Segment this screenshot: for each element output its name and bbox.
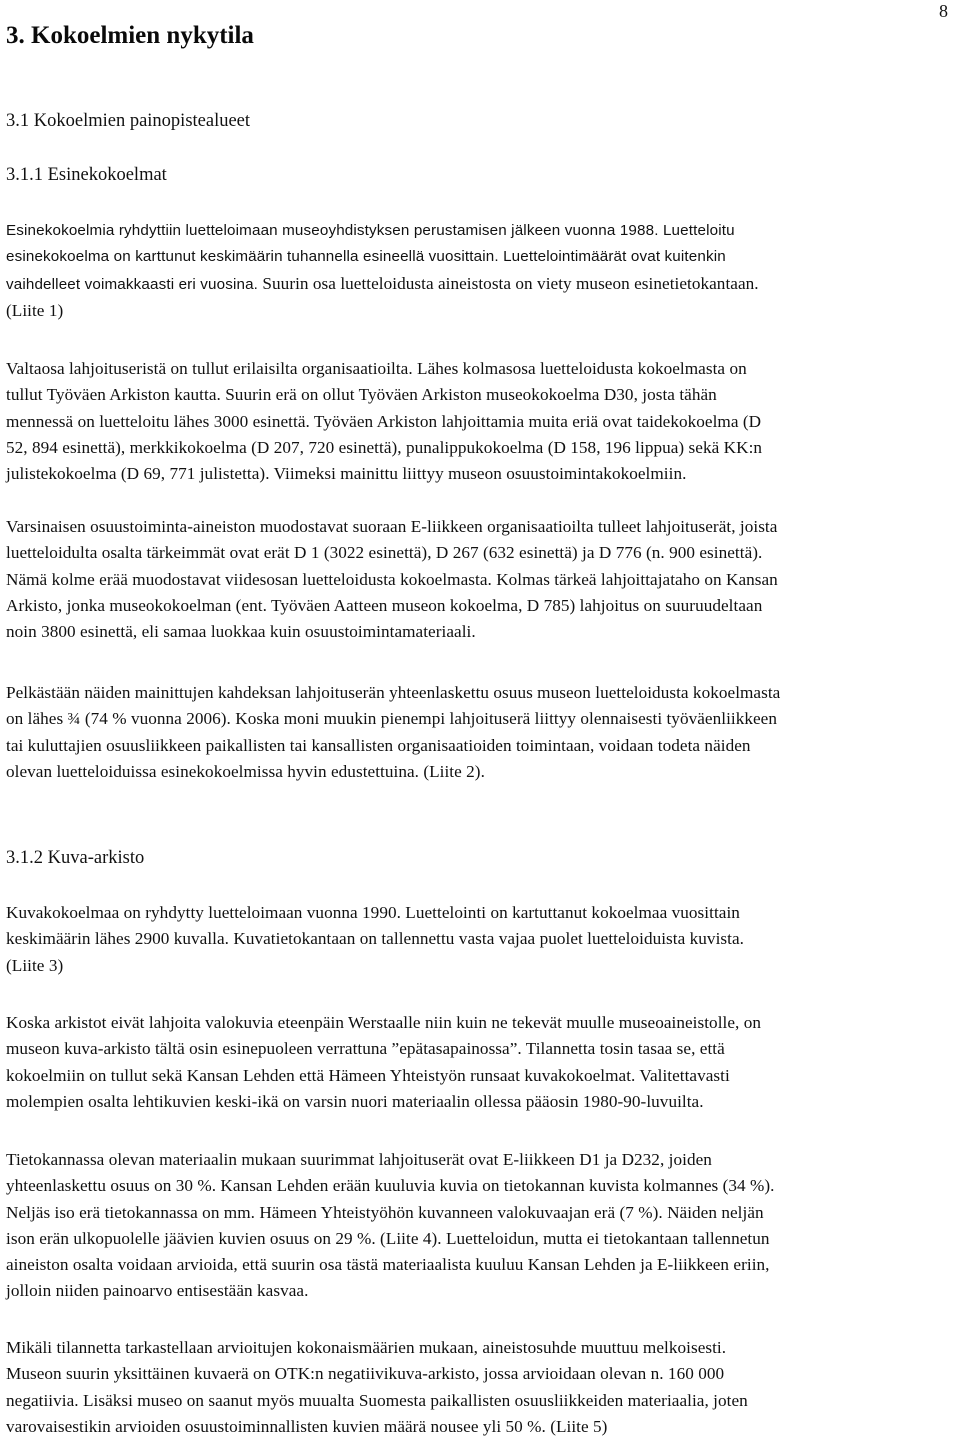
paragraph bbox=[6, 680, 956, 785]
paragraph bbox=[6, 1147, 956, 1305]
paragraph-line: jolloin niiden painoarvo entisestään kasvaa. bbox=[6, 1281, 309, 1301]
paragraph-line: on lähes ¾ (74 % vuonna 2006). Koska moni muukin pienempi lahjoituserä liittyy olennaisesti työväenliikkeen bbox=[6, 709, 778, 729]
paragraph-line: Pelkästään näiden mainittujen kahdeksan lahjoituserän yhteenlaskettu osuus museon luetteloidusta kokoelmasta bbox=[6, 683, 781, 702]
paragraph-line: Neljäs iso erä tietokannassa on mm. Hämeen Yhteistyöhön kuvanneen valokuvaajan erä (7 %). Näiden neljän bbox=[6, 1202, 764, 1222]
page-number: 8 bbox=[939, 1, 948, 21]
paragraph bbox=[6, 218, 956, 324]
paragraph-line: 52, 894 esinettä), merkkikokoelma (D 207, 720 esinettä), punalippukokoelma (D 158, 196 lippua) sekä KK:n bbox=[6, 437, 763, 457]
section-title: 3.1 Kokoelmien painopistealueet bbox=[6, 111, 251, 131]
paragraph-line: Arkisto, jonka museokokoelman (ent. Työväen Aatteen museon kokoelma, D 785) lahjoitus on suuruudeltaan bbox=[6, 595, 763, 615]
chapter-title: 3. Kokoelmien nykytila bbox=[6, 22, 254, 49]
paragraph-line: Tietokannassa olevan materiaalin mukaan suurimmat lahjoituserät ovat E-liikkeen D1 ja D232, joiden bbox=[6, 1150, 712, 1169]
paragraph-line: tai kuluttajien osuusliikkeen paikallisten tai kansallisten organisaatioiden toimintaan, voidaan todeta näiden bbox=[6, 735, 751, 755]
paragraph-line: yhteenlaskettu osuus on 30 %. Kansan Lehden erään kuuluvia kuvia on tietokannan kuvista kolmannes (34 %). bbox=[6, 1176, 775, 1196]
paragraph bbox=[6, 1335, 956, 1440]
paragraph bbox=[6, 514, 956, 645]
paragraph-line: julistekokoelma (D 69, 771 julistetta). Viimeksi mainittu liittyy museon osuustoimintakokoelmiin. bbox=[6, 464, 687, 484]
paragraph-line: esinekokoelma on karttunut keskimäärin tuhannella esineellä vuosittain. Luettelointimäärät ovat kuitenkin bbox=[6, 248, 726, 266]
paragraph-line: varovaisestikin arvioiden osuustoiminnallisten kuvien määrä nousee yli 50 %. (Liite 5) bbox=[6, 1416, 608, 1436]
paragraph bbox=[6, 356, 956, 487]
paragraph-line: tullut Työväen Arkiston kautta. Suurin erä on ollut Työväen Arkiston museokokoelma D30, josta tähän bbox=[6, 385, 717, 405]
paragraph-line: Koska arkistot eivät lahjoita valokuvia eteenpäin Werstaalle niin kuin ne tekevät muulle museoaineistolle, on bbox=[6, 1013, 762, 1032]
paragraph-line: Museon suurin yksittäinen kuvaerä on OTK:n negatiivikuva-arkisto, jossa arvioidaan olevan n. 160 000 bbox=[6, 1364, 725, 1384]
paragraph-line: Varsinaisen osuustoiminta-aineiston muodostavat suoraan E-liikkeen organisaatioilta tulleet lahjoituserät, joista bbox=[6, 517, 778, 536]
paragraph-line: (Liite 1) bbox=[6, 300, 64, 320]
paragraph-line: Nämä kolme erää muodostavat viidesosan luetteloidusta kokoelmasta. Kolmas tärkeä lahjoittajataho on Kansan bbox=[6, 569, 778, 589]
paragraph-line: keskimäärin lähes 2900 kuvalla. Kuvatietokantaan on tallennettu vasta vajaa puolet luetteloiduista kuvista. bbox=[6, 929, 744, 949]
paragraph-line: Esinekokoelmia ryhdyttiin luetteloimaan museoyhdistyksen perustamisen jälkeen vuonna 1988. Luetteloitu bbox=[6, 222, 735, 239]
subsection-title-kuva-arkisto: 3.1.2 Kuva-arkisto bbox=[6, 848, 145, 868]
paragraph-line: mennessä on luetteloitu lähes 3000 esinettä. Työväen Arkiston lahjoittamia muita eriä ovat taidekokoelma (D bbox=[6, 411, 762, 431]
paragraph-line: aineiston osalta voidaan arvioida, että suurin osa tästä materiaalista kuuluu Kansan Lehden ja E-liikkeen eriin, bbox=[6, 1255, 770, 1275]
paragraph-line: noin 3800 esinettä, eli samaa luokkaa kuin osuustoimintamateriaali. bbox=[6, 622, 476, 642]
paragraph-line: Kuvakokoelmaa on ryhdytty luetteloimaan vuonna 1990. Luettelointi on kartuttanut kokoelmaa vuosittain bbox=[6, 903, 740, 922]
paragraph-line: ison erän ulkopuolelle jäävien kuvien osuus on 29 %. (Liite 4). Luetteloidun, mutta ei tietokantaan tallennetun bbox=[6, 1228, 770, 1248]
paragraph-line: olevan luetteloiduissa esinekokoelmissa hyvin edustettuina. (Liite 2). bbox=[6, 761, 485, 781]
subsection-title-esinekokoelmat: 3.1.1 Esinekokoelmat bbox=[6, 165, 167, 185]
paragraph-line bbox=[6, 271, 956, 298]
paragraph bbox=[6, 900, 956, 979]
paragraph-line-end: Suurin osa luetteloidusta aineistosta on viety museon esinetietokantaan. bbox=[262, 273, 759, 293]
paragraph-line: Valtaosa lahjoituseristä on tullut erilaisilta organisaatioilta. Lähes kolmasosa luetteloidusta kokoelmasta on bbox=[6, 359, 747, 378]
paragraph-line: kokoelmiin on tullut sekä Kansan Lehden että Hämeen Yhteistyön runsaat kuvakokoelmat. Valitettavasti bbox=[6, 1065, 730, 1085]
paragraph-line: luetteloidulta osalta tärkeimmät ovat erät D 1 (3022 esinettä), D 267 (632 esinettä) ja D 776 (n. 900 esinettä). bbox=[6, 543, 763, 563]
paragraph-line-start: vaihdelleet voimakkaasti eri vuosina. bbox=[6, 275, 259, 293]
paragraph bbox=[6, 1010, 956, 1115]
paragraph-line: Mikäli tilannetta tarkastellaan arvioitujen kokonaismäärien mukaan, aineistosuhde muuttuu melkoisesti. bbox=[6, 1338, 727, 1357]
paragraph-line: negatiivia. Lisäksi museo on saanut myös muualta Suomesta paikallisten osuusliikkeiden materiaalia, joten bbox=[6, 1390, 748, 1410]
paragraph-line: (Liite 3) bbox=[6, 955, 64, 975]
paragraph-line: molempien osalta lehtikuvien keski-ikä on varsin nuori materiaalin ollessa pääosin 1980-90-luvuilta. bbox=[6, 1091, 704, 1111]
paragraph-line: museon kuva-arkisto tältä osin esinepuoleen verrattuna ”epätasapainossa”. Tilannetta tosin tasaa se, että bbox=[6, 1039, 725, 1059]
